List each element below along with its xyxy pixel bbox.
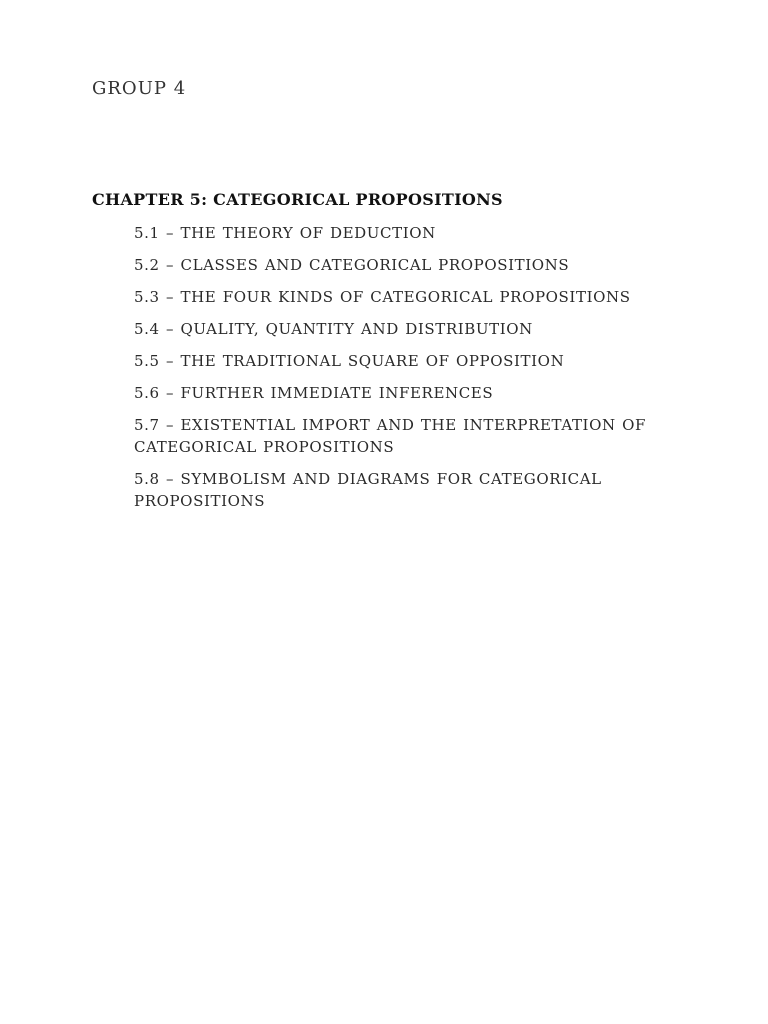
group-title: GROUP 4 bbox=[92, 78, 187, 99]
section-item-5-7: 5.7 – EXISTENTIAL IMPORT AND THE INTERPRETATION OF CATEGORICAL PROPOSITIONS bbox=[134, 416, 646, 456]
section-item-5-4: 5.4 – QUALITY, QUANTITY AND DISTRIBUTION bbox=[134, 320, 533, 338]
section-item-5-2: 5.2 – CLASSES AND CATEGORICAL PROPOSITIONS bbox=[134, 256, 570, 274]
section-list bbox=[134, 222, 694, 522]
section-item-5-5: 5.5 – THE TRADITIONAL SQUARE OF OPPOSITION bbox=[134, 352, 565, 370]
section-item-5-3: 5.3 – THE FOUR KINDS OF CATEGORICAL PROPOSITIONS bbox=[134, 288, 631, 306]
section-item-5-1: 5.1 – THE THEORY OF DEDUCTION bbox=[134, 224, 436, 242]
chapter-title: CHAPTER 5: CATEGORICAL PROPOSITIONS bbox=[92, 190, 503, 209]
section-item-5-8: 5.8 – SYMBOLISM AND DIAGRAMS FOR CATEGORICAL PROPOSITIONS bbox=[134, 470, 602, 510]
section-item-5-6: 5.6 – FURTHER IMMEDIATE INFERENCES bbox=[134, 384, 494, 402]
